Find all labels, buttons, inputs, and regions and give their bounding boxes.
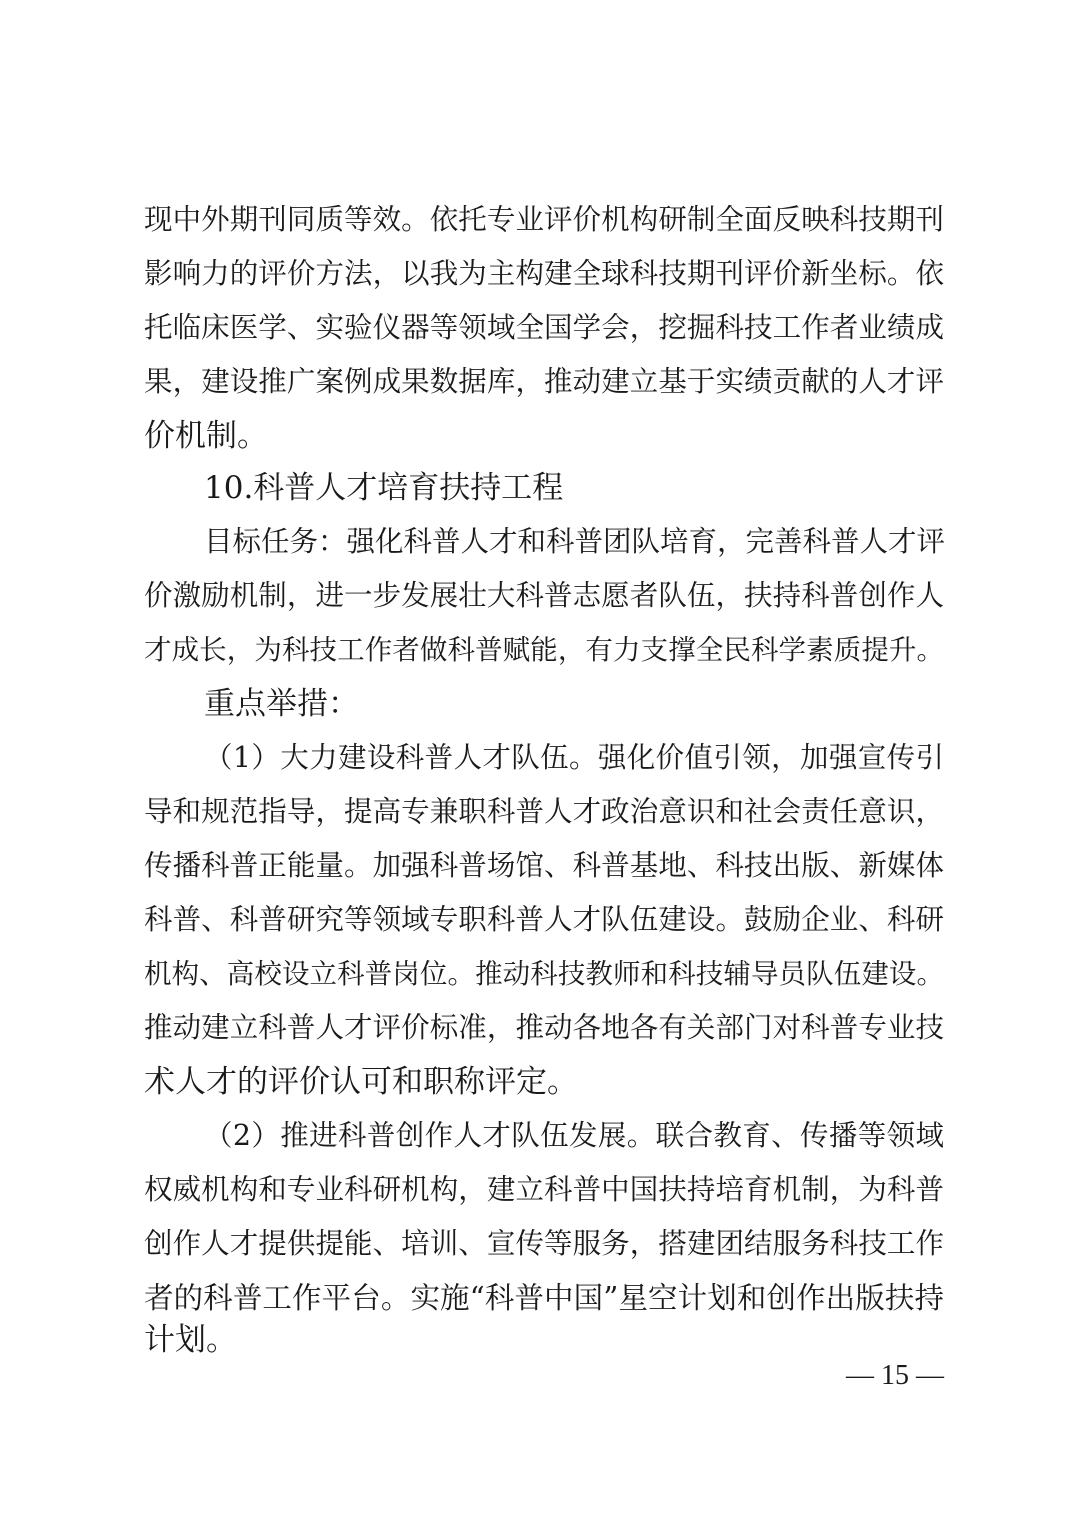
measure-2-line: 者的科普工作平台。实施“科普中国”星空计划和创作出版扶持 xyxy=(144,1281,944,1315)
measure-1-line: 科普、科普研究等领域专职科普人才队伍建设。鼓励企业、科研 xyxy=(144,903,944,936)
paragraph-line: 果，建设推广案例成果数据库，推动建立基于实绩贡献的人才评 xyxy=(144,365,944,398)
paragraph-line: 托临床医学、实验仪器等领域全国学会，挖掘科技工作者业绩成 xyxy=(144,311,944,344)
measure-2-line: 权威机构和专业科研机构，建立科普中国扶持培育机制，为科普 xyxy=(144,1173,944,1206)
measure-2-line: （2）推进科普创作人才队伍发展。联合教育、传播等领域 xyxy=(204,1119,944,1152)
paragraph-line: 现中外期刊同质等效。依托专业评价机构研制全面反映科技期刊 xyxy=(144,203,944,236)
measure-1-line: 术人才的评价认可和职称评定。 xyxy=(144,1064,578,1100)
measure-1-line: 机构、高校设立科普岗位。推动科技教师和科技辅导员队伍建设。 xyxy=(144,958,944,990)
paragraph-line: 价机制。 xyxy=(144,418,268,454)
measure-2-line: 创作人才提供提能、培训、宣传等服务，搭建团结服务科技工作 xyxy=(144,1227,944,1260)
measure-1-line: （1）大力建设科普人才队伍。强化价值引领，加强宣传引 xyxy=(204,741,944,774)
measure-1-line: 传播科普正能量。加强科普场馆、科普基地、科技出版、新媒体 xyxy=(144,849,944,882)
goal-line: 才成长，为科技工作者做科普赋能，有力支撑全民科学素质提升。 xyxy=(144,634,944,666)
measure-2-line: 计划。 xyxy=(144,1322,237,1358)
section-heading: 10.科普人才培育扶持工程 xyxy=(204,470,564,506)
page-number: — 15 — xyxy=(846,1360,944,1391)
key-measures-label: 重点举措： xyxy=(204,686,359,722)
measure-1-line: 导和规范指导，提高专兼职科普人才政治意识和社会责任意识， xyxy=(144,795,944,828)
goal-line: 价激励机制，进一步发展壮大科普志愿者队伍，扶持科普创作人 xyxy=(144,579,944,612)
paragraph-line: 影响力的评价方法，以我为主构建全球科技期刊评价新坐标。依 xyxy=(144,257,944,290)
measure-1-line: 推动建立科普人才评价标准，推动各地各有关部门对科普专业技 xyxy=(144,1011,944,1044)
goal-line: 目标任务：强化科普人才和科普团队培育，完善科普人才评 xyxy=(204,525,946,558)
